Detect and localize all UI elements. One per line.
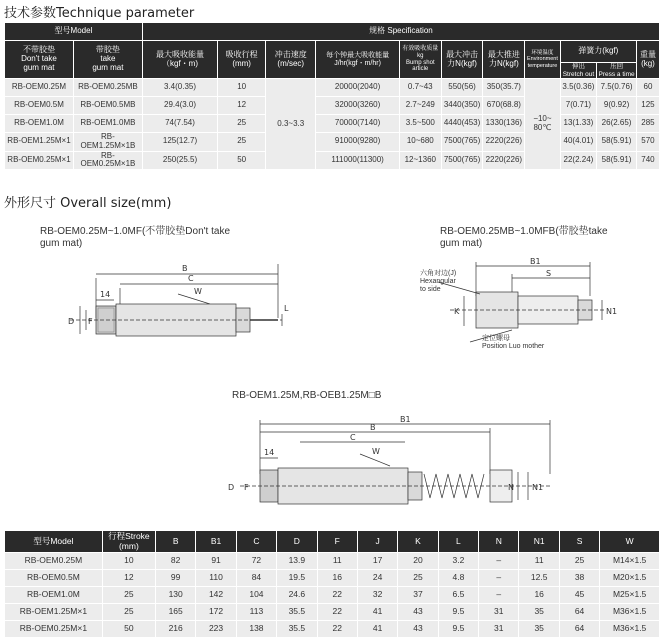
- size-cell: RB-OEM1.25M×1: [5, 604, 103, 621]
- dim-w-label: W: [372, 447, 380, 456]
- size-cell: 38: [559, 570, 599, 587]
- dim-f-label: F: [88, 317, 93, 326]
- spec-cell: RB-OEM0.5MB: [73, 97, 142, 115]
- size-cell: 50: [102, 621, 155, 638]
- size-header-cell: B1: [196, 531, 236, 553]
- spec-cell: 91000(9280): [316, 133, 400, 152]
- spec-cell: 10: [218, 79, 266, 97]
- spec-cell: 70000(7140): [316, 115, 400, 133]
- spec-cell: 0.7~43: [399, 79, 441, 97]
- spec-env-temp-value: −10~ 80℃: [525, 79, 560, 170]
- size-header-cell: L: [438, 531, 478, 553]
- size-cell: 41: [357, 604, 397, 621]
- size-cell: –: [479, 570, 519, 587]
- spec-cell: 74(7.54): [142, 115, 217, 133]
- spec-header-no-gum: 不带胶垫 Don't take gum mat: [5, 41, 74, 79]
- dim-s-label: S: [546, 269, 552, 278]
- size-cell: M36×1.5: [600, 621, 660, 638]
- fig2-hex-callout: 六角对边(J) Hexangular to side: [420, 270, 457, 294]
- size-cell: 19.5: [277, 570, 317, 587]
- spec-cell: 29.4(3.0): [142, 97, 217, 115]
- size-cell: 110: [196, 570, 236, 587]
- spec-cell: 4440(453): [441, 115, 483, 133]
- size-cell: –: [479, 553, 519, 570]
- fig3-title: RB-OEM1.25M,RB-OEB1.25M□B: [232, 390, 382, 401]
- spec-cell: 3.4(0.35): [142, 79, 217, 97]
- spec-header-weight: 重量 (kg): [636, 41, 659, 79]
- spec-cell: 25: [218, 115, 266, 133]
- fig3-drawing: [220, 414, 560, 524]
- size-cell: 16: [317, 570, 357, 587]
- size-header-cell: K: [398, 531, 438, 553]
- spec-row: [5, 151, 660, 170]
- spec-row: [5, 115, 660, 133]
- size-cell: 10: [102, 553, 155, 570]
- overall-title: 外形尺寸 Overall size(mm): [4, 196, 172, 211]
- fig2-nut-callout: 定位螺母 Position Luo mother: [482, 335, 545, 351]
- spec-header-env-temp: 环境温度 Environment temperature: [525, 41, 560, 79]
- spec-cell: 32000(3260): [316, 97, 400, 115]
- size-cell: RB-OEM0.5M: [5, 570, 103, 587]
- spec-cell: 2.7~249: [399, 97, 441, 115]
- spec-cell: RB-OEM0.25M: [5, 79, 74, 97]
- size-header-cell: B: [155, 531, 195, 553]
- spec-cell: 9(0.92): [597, 97, 637, 115]
- dim-b-label: B: [370, 423, 376, 432]
- size-cell: 32: [357, 587, 397, 604]
- spec-cell: 3.5~500: [399, 115, 441, 133]
- spec-row: [5, 133, 660, 152]
- size-cell: M36×1.5: [600, 604, 660, 621]
- size-cell: 22: [317, 621, 357, 638]
- spec-header-with-gum: 带胶垫 take gum mat: [73, 41, 142, 79]
- spec-cell: 40(4.01): [560, 133, 597, 152]
- fig1-title: RB-OEM0.25M~1.0MF(不带胶垫Don't take gum mat): [40, 226, 231, 249]
- size-row: [5, 587, 660, 604]
- size-cell: 16: [519, 587, 559, 604]
- spec-cell: 60: [636, 79, 659, 97]
- spec-header-spring-force: 弹簧力(kgf): [560, 41, 636, 63]
- size-cell: 13.9: [277, 553, 317, 570]
- size-cell: 64: [559, 621, 599, 638]
- size-cell: 165: [155, 604, 195, 621]
- size-cell: 142: [196, 587, 236, 604]
- spec-cell: 7500(765): [441, 151, 483, 170]
- spec-cell: RB-OEM1.25M×1: [5, 133, 74, 152]
- size-cell: 22: [317, 604, 357, 621]
- dim-b1-label: B1: [530, 257, 541, 266]
- dim-n1-label: N1: [606, 307, 618, 316]
- spec-cell: RB-OEM0.25M×1B: [73, 151, 142, 170]
- size-cell: 45: [559, 587, 599, 604]
- size-cell: 35.5: [277, 604, 317, 621]
- spec-cell: 125(12.7): [142, 133, 217, 152]
- spec-cell: 111000(11300): [316, 151, 400, 170]
- size-cell: 20: [398, 553, 438, 570]
- dim-f-label: F: [244, 483, 249, 492]
- spec-header-max-impact-force: 最大冲击 力N(kgf): [441, 41, 483, 79]
- spec-row: [5, 79, 660, 97]
- spec-cell: RB-OEM0.25M×1: [5, 151, 74, 170]
- size-cell: M14×1.5: [600, 553, 660, 570]
- spec-header-max-push-force: 最大推进 力N(kgf): [483, 41, 525, 79]
- size-cell: 113: [236, 604, 276, 621]
- spec-row: [5, 97, 660, 115]
- size-cell: 43: [398, 621, 438, 638]
- size-cell: 43: [398, 604, 438, 621]
- size-cell: 25: [102, 587, 155, 604]
- spec-cell: 285: [636, 115, 659, 133]
- size-cell: 24.6: [277, 587, 317, 604]
- size-cell: 223: [196, 621, 236, 638]
- spec-cell: 10~680: [399, 133, 441, 152]
- size-cell: 12.5: [519, 570, 559, 587]
- size-header-cell: C: [236, 531, 276, 553]
- spec-cell: 25: [218, 133, 266, 152]
- dim-b1-label: B1: [400, 415, 411, 424]
- spec-header-hourly-energy: 每个钟最大吸收能量 J/hr(kgf・m/hr): [316, 41, 400, 79]
- size-cell: 4.8: [438, 570, 478, 587]
- spec-cell: 740: [636, 151, 659, 170]
- spec-cell: RB-OEM1.0M: [5, 115, 74, 133]
- spec-cell: 58(5.91): [597, 151, 637, 170]
- size-cell: 25: [559, 553, 599, 570]
- spec-header-model: 型号Model: [5, 23, 143, 41]
- size-cell: 35: [519, 621, 559, 638]
- spec-cell: 50: [218, 151, 266, 170]
- size-cell: 35.5: [277, 621, 317, 638]
- dim-c-label: C: [350, 433, 356, 442]
- size-header-cell: W: [600, 531, 660, 553]
- size-cell: M20×1.5: [600, 570, 660, 587]
- size-cell: 138: [236, 621, 276, 638]
- size-cell: 84: [236, 570, 276, 587]
- spec-cell: 7.5(0.76): [597, 79, 637, 97]
- size-row: [5, 570, 660, 587]
- size-cell: –: [479, 587, 519, 604]
- spec-cell: RB-OEM0.5M: [5, 97, 74, 115]
- size-cell: RB-OEM1.0M: [5, 587, 103, 604]
- size-header-cell: N1: [519, 531, 559, 553]
- size-table: [4, 530, 660, 638]
- size-cell: 22: [317, 587, 357, 604]
- spec-cell: RB-OEM0.25MB: [73, 79, 142, 97]
- dim-d-label: D: [68, 317, 75, 326]
- dim-n-label: N: [508, 483, 514, 492]
- tech-title: 技术参数Technique parameter: [4, 6, 195, 21]
- spec-header-stretch-out: 伸出 Stretch out: [560, 63, 597, 79]
- size-cell: 17: [357, 553, 397, 570]
- size-cell: 37: [398, 587, 438, 604]
- fig1-drawing: [50, 256, 290, 366]
- spec-cell: 12~1360: [399, 151, 441, 170]
- size-header-cell: D: [277, 531, 317, 553]
- size-cell: 72: [236, 553, 276, 570]
- size-header-cell: 行程Stroke (mm): [102, 531, 155, 553]
- size-cell: 6.5: [438, 587, 478, 604]
- size-cell: 130: [155, 587, 195, 604]
- spec-header-stroke: 吸收行程 (mm): [218, 41, 266, 79]
- spec-cell: 670(68.8): [483, 97, 525, 115]
- spec-cell: 550(56): [441, 79, 483, 97]
- dim-c-label: C: [188, 274, 194, 283]
- size-cell: 12: [102, 570, 155, 587]
- dim-l-label: L: [284, 304, 289, 313]
- size-header-cell: 型号Model: [5, 531, 103, 553]
- spec-cell: 7500(765): [441, 133, 483, 152]
- spec-cell: 2220(226): [483, 133, 525, 152]
- spec-cell: 3.5(0.36): [560, 79, 597, 97]
- spec-header-max-energy: 最大吸收能量 （kgf・m): [142, 41, 217, 79]
- spec-cell: 125: [636, 97, 659, 115]
- size-cell: 41: [357, 621, 397, 638]
- size-cell: 104: [236, 587, 276, 604]
- size-cell: 82: [155, 553, 195, 570]
- fig2-title: RB-OEM0.25MB~1.0MFB(带胶垫take gum mat): [440, 226, 608, 249]
- size-cell: 9.5: [438, 604, 478, 621]
- size-cell: 31: [479, 604, 519, 621]
- size-row: [5, 604, 660, 621]
- dim-n1-label: N1: [532, 483, 544, 492]
- size-cell: 91: [196, 553, 236, 570]
- size-cell: 31: [479, 621, 519, 638]
- spec-cell: 20000(2040): [316, 79, 400, 97]
- dim-d-label: D: [228, 483, 235, 492]
- size-cell: 172: [196, 604, 236, 621]
- size-cell: 99: [155, 570, 195, 587]
- dim-14-label: 14: [100, 290, 111, 299]
- size-cell: 35: [519, 604, 559, 621]
- size-cell: 25: [102, 604, 155, 621]
- size-cell: RB-OEM0.25M: [5, 553, 103, 570]
- size-cell: 216: [155, 621, 195, 638]
- size-row: [5, 553, 660, 570]
- spec-cell: 570: [636, 133, 659, 152]
- dim-14-label: 14: [264, 448, 275, 457]
- spec-cell: 22(2.24): [560, 151, 597, 170]
- spec-cell: 13(1.33): [560, 115, 597, 133]
- spec-cell: 26(2.65): [597, 115, 637, 133]
- spec-cell: RB-OEM1.25M×1B: [73, 133, 142, 152]
- spec-cell: 250(25.5): [142, 151, 217, 170]
- spec-cell: 58(5.91): [597, 133, 637, 152]
- dim-w-label: W: [194, 287, 202, 296]
- size-header-cell: S: [559, 531, 599, 553]
- spec-header-press-time: 压回 Press a time: [598, 63, 635, 78]
- gum-end: [260, 470, 278, 502]
- size-cell: 9.5: [438, 621, 478, 638]
- spec-cell: RB-OEM1.0MB: [73, 115, 142, 133]
- spec-cell: 3440(350): [441, 97, 483, 115]
- spec-header-specification: 规格 Specification: [142, 23, 659, 41]
- size-cell: 11: [519, 553, 559, 570]
- size-cell: 64: [559, 604, 599, 621]
- spec-cell: 2220(226): [483, 151, 525, 170]
- size-header-cell: F: [317, 531, 357, 553]
- size-cell: M25×1.5: [600, 587, 660, 604]
- size-cell: RB-OEM0.25M×1: [5, 621, 103, 638]
- size-row: [5, 621, 660, 638]
- spec-header-impact-speed: 冲击速度 (m/sec): [266, 41, 316, 79]
- spec-cell: 7(0.71): [560, 97, 597, 115]
- spec-cell: 1330(136): [483, 115, 525, 133]
- spec-cell: 350(35.7): [483, 79, 525, 97]
- size-header-cell: N: [479, 531, 519, 553]
- spec-header-effective-weight: 有效吸收质量kg Bump shot article: [399, 41, 441, 79]
- spec-table: [4, 22, 660, 170]
- spec-cell: 12: [218, 97, 266, 115]
- spec-impact-speed-value: 0.3~3.3: [266, 79, 316, 170]
- dim-b-label: B: [182, 264, 188, 273]
- size-cell: 3.2: [438, 553, 478, 570]
- size-header-cell: J: [357, 531, 397, 553]
- size-cell: 24: [357, 570, 397, 587]
- size-cell: 25: [398, 570, 438, 587]
- dim-k-label: K: [454, 307, 460, 316]
- size-cell: 11: [317, 553, 357, 570]
